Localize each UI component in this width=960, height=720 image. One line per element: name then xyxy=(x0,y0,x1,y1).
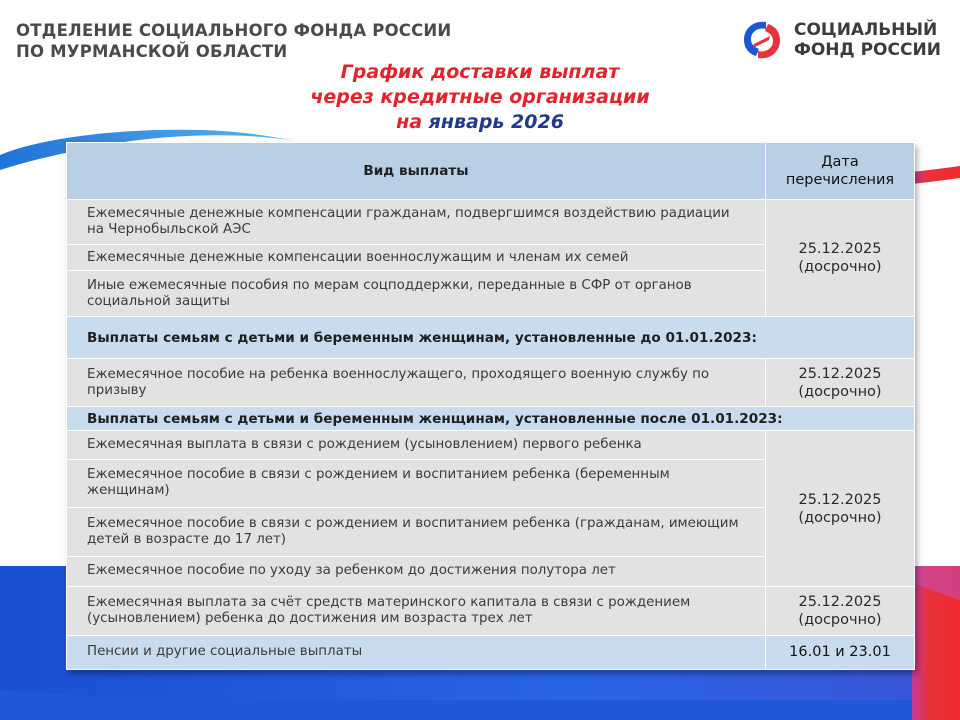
section-row xyxy=(67,406,915,430)
payment-date-cell xyxy=(766,359,915,407)
payment-type-cell: Пенсии и другие социальные выплаты xyxy=(67,635,766,669)
page-title xyxy=(0,60,960,135)
payment-date-cell xyxy=(766,586,915,635)
payment-type-cell: Ежемесячные денежные компенсации гражданам, подвергшимся воздействию радиации на Чернобыльской АЭС xyxy=(67,199,766,245)
organization-name xyxy=(16,20,451,62)
payment-type-cell: Ежемесячное пособие на ребенка военнослужащего, проходящего военную службу по призыву xyxy=(67,359,766,407)
table-header-row xyxy=(67,143,915,200)
table-row xyxy=(67,635,915,669)
title-line2: через кредитные организации xyxy=(310,86,650,108)
payment-type-cell: Ежемесячное пособие по уходу за ребенком до достижения полутора лет xyxy=(67,556,766,586)
payment-type-cell: Ежемесячные денежные компенсации военнослужащим и членам их семей xyxy=(67,245,766,271)
payment-schedule-table xyxy=(66,142,914,670)
payment-type-cell: Ежемесячное пособие в связи с рождением и воспитанием ребенка (гражданам, имеющим детей в возрасте до 17 лет) xyxy=(67,508,766,557)
title-month: январь 2026 xyxy=(428,111,564,133)
section-heading: Выплаты семьям с детьми и беременным женщинам, установленные после 01.01.2023: xyxy=(67,406,915,430)
org-name-line1: ОТДЕЛЕНИЕ СОЦИАЛЬНОГО ФОНДА РОССИИ xyxy=(16,21,452,40)
payment-date-note: (досрочно) xyxy=(798,509,882,526)
payment-date: 25.12.2025 xyxy=(798,491,882,508)
org-name-line2: ПО МУРМАНСКОЙ ОБЛАСТИ xyxy=(16,42,288,61)
payment-type-cell: Иные ежемесячные пособия по мерам соцподдержки, переданные в СФР от органов социальной защиты xyxy=(67,271,766,317)
payment-type-cell: Ежемесячная выплата в связи с рождением (усыновлением) первого ребенка xyxy=(67,431,766,459)
table-row xyxy=(67,199,915,245)
logo-text-line1: СОЦИАЛЬНЫЙ xyxy=(794,20,938,40)
payment-date: 25.12.2025 xyxy=(798,593,882,610)
payment-date-cell xyxy=(766,199,915,316)
payment-type-cell: Ежемесячное пособие в связи с рождением и воспитанием ребенка (беременным женщинам) xyxy=(67,459,766,508)
payment-date-note: (досрочно) xyxy=(798,611,882,628)
title-line1: График доставки выплат xyxy=(340,61,620,83)
title-line3 xyxy=(0,110,960,135)
payment-date-cell: 16.01 и 23.01 xyxy=(766,635,915,669)
payment-date-cell xyxy=(766,431,915,587)
title-prefix: на xyxy=(396,111,423,133)
sfr-logo-icon xyxy=(736,14,788,66)
table-row xyxy=(67,431,915,459)
column-header-type: Вид выплаты xyxy=(67,143,766,200)
payment-date-note: (досрочно) xyxy=(798,258,882,275)
column-header-date-line1: Дата xyxy=(821,153,859,170)
payment-date: 25.12.2025 xyxy=(798,240,882,257)
logo-text-line2: ФОНД РОССИИ xyxy=(794,40,941,60)
payment-date: 25.12.2025 xyxy=(798,365,882,382)
section-row xyxy=(67,316,915,358)
column-header-date-line2: перечисления xyxy=(785,171,895,188)
table-row xyxy=(67,359,915,407)
sfr-logo xyxy=(736,14,941,66)
payment-type-cell: Ежемесячная выплата за счёт средств материнского капитала в связи с рождением (усыновлением) ребенка до достижения им возраста трех лет xyxy=(67,586,766,635)
table-row xyxy=(67,586,915,635)
section-heading: Выплаты семьям с детьми и беременным женщинам, установленные до 01.01.2023: xyxy=(67,316,915,358)
column-header-date xyxy=(766,143,915,200)
payment-date-note: (досрочно) xyxy=(798,383,882,400)
